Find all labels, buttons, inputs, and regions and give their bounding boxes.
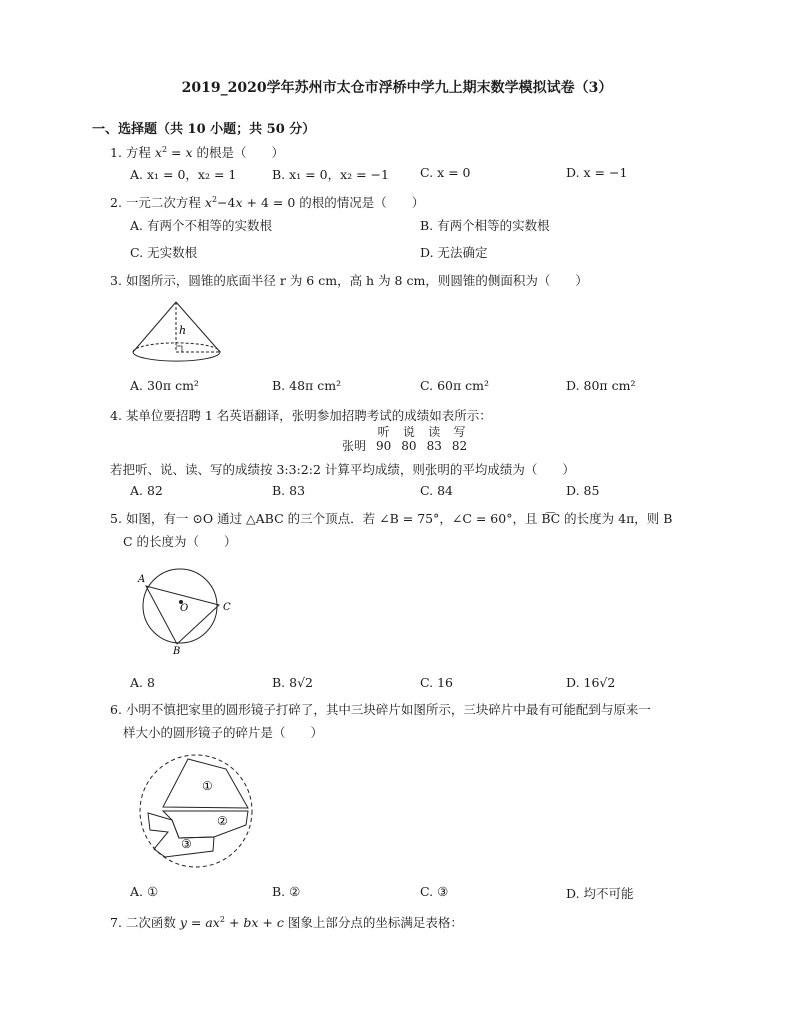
q1-option-d: D. x = −1 — [566, 165, 628, 180]
q1-option-b: B. x₁ = 0，x₂ = −1 — [272, 167, 389, 182]
q3-option-b: B. 48π cm² — [272, 378, 342, 393]
section-heading: 一、选择题（共 10 小题；共 50 分） — [92, 122, 316, 137]
question-1-stem — [110, 143, 284, 161]
label-o: O — [180, 603, 189, 614]
q4-option-b: B. 83 — [272, 483, 306, 498]
q4-option-d: D. 85 — [566, 483, 600, 498]
cone-label-h: h — [179, 324, 187, 337]
q5-option-c: C. 16 — [420, 675, 453, 690]
table-header-cell: 说 — [402, 425, 415, 439]
q1-equation: $x^2 = x$ — [154, 145, 193, 160]
score-table — [337, 425, 472, 453]
table-cell: 90 — [376, 439, 392, 453]
q6-option-c: C. ③ — [420, 884, 449, 899]
q3-option-c: C. 60π cm² — [420, 378, 490, 393]
table-header-cell: 写 — [453, 425, 466, 439]
q5-option-d: D. 16√2 — [566, 675, 616, 690]
question-2-stem — [110, 193, 424, 211]
q7-stem-prefix: 7. 二次函数 — [110, 915, 180, 930]
table-header-cell — [337, 425, 371, 439]
q1-stem-suffix: 的根是（ ） — [192, 145, 284, 160]
table-header-cell: 听 — [377, 425, 390, 439]
q6-option-a: A. ① — [130, 884, 159, 899]
q1-option-c: C. x = 0 — [420, 165, 471, 180]
question-7-stem — [110, 913, 463, 931]
q2-equation: $x^2-4x + 4 = 0$ — [204, 195, 296, 210]
q2-option-d: D. 无法确定 — [420, 245, 488, 260]
q6-option-b: B. ② — [272, 884, 301, 899]
question-5-stem-line2: C 的长度为（ ） — [123, 534, 237, 549]
circle-triangle-figure — [134, 564, 244, 656]
q2-stem-suffix: 的根的情况是（ ） — [295, 195, 425, 210]
score-table-header-row — [337, 425, 472, 439]
table-cell: 80 — [401, 439, 417, 453]
table-cell: 张明 — [342, 439, 367, 453]
q1-stem-prefix: 1. 方程 — [110, 145, 155, 160]
q2-stem-prefix: 2. 一元二次方程 — [110, 195, 205, 210]
label-a: A — [138, 574, 146, 585]
label-c: C — [223, 602, 231, 613]
fragment-1-label: ① — [202, 779, 213, 793]
question-6-stem-line1: 6. 小明不慎把家里的圆形镜子打碎了，其中三块碎片如图所示，三块碎片中最有可能配到与原来一 — [110, 702, 651, 717]
table-cell: 82 — [451, 439, 468, 453]
label-b: B — [173, 646, 181, 656]
q4-option-a: A. 82 — [130, 483, 163, 498]
q7-stem-suffix: 图象上部分点的坐标满足表格： — [283, 915, 463, 930]
q4-option-c: C. 84 — [420, 483, 453, 498]
question-6-stem-line2: 样大小的圆形镜子的碎片是（ ） — [123, 725, 324, 740]
q2-option-b: B. 有两个相等的实数根 — [420, 218, 550, 233]
q3-option-a: A. 30π cm² — [130, 378, 199, 393]
q3-option-d: D. 80π cm² — [566, 378, 636, 393]
question-4-stem-2: 若把听、说、读、写的成绩按 3:3:2:2 计算平均成绩，则张明的平均成绩为（ ） — [110, 462, 575, 477]
question-4-stem: 4. 某单位要招聘 1 名英语翻译，张明参加招聘考试的成绩如表所示： — [110, 408, 492, 423]
mirror-fragments-figure — [132, 753, 262, 871]
fragment-3-label: ③ — [181, 837, 192, 851]
q5-option-a: A. 8 — [130, 675, 155, 690]
table-cell: 83 — [426, 439, 442, 453]
question-3-stem: 3. 如图所示，圆锥的底面半径 r 为 6 cm，高 h 为 8 cm，则圆锥的侧面积为（ ） — [110, 273, 588, 288]
table-header-cell: 读 — [428, 425, 441, 439]
q7-equation: $y = ax^2$ + bx + c — [179, 915, 284, 930]
q5-option-b: B. 8√2 — [272, 675, 314, 690]
cone-figure — [128, 296, 228, 364]
q2-option-c: C. 无实数根 — [130, 245, 198, 260]
page-title: 2019_2020学年苏州市太仓市浮桥中学九上期末数学模拟试卷（3） — [181, 80, 613, 96]
q2-option-a: A. 有两个不相等的实数根 — [130, 218, 272, 233]
question-5-stem-line1: 5. 如图，有一 ⊙O 通过 △ABC 的三个顶点．若 ∠B = 75°，∠C = 60°，且 B͡C 的长度为 4π，则 B — [110, 511, 673, 526]
q6-option-d: D. 均不可能 — [566, 886, 634, 901]
fragment-2-label: ② — [217, 814, 228, 828]
table-row — [337, 439, 472, 453]
q1-option-a: A. x₁ = 0，x₂ = 1 — [130, 167, 237, 182]
